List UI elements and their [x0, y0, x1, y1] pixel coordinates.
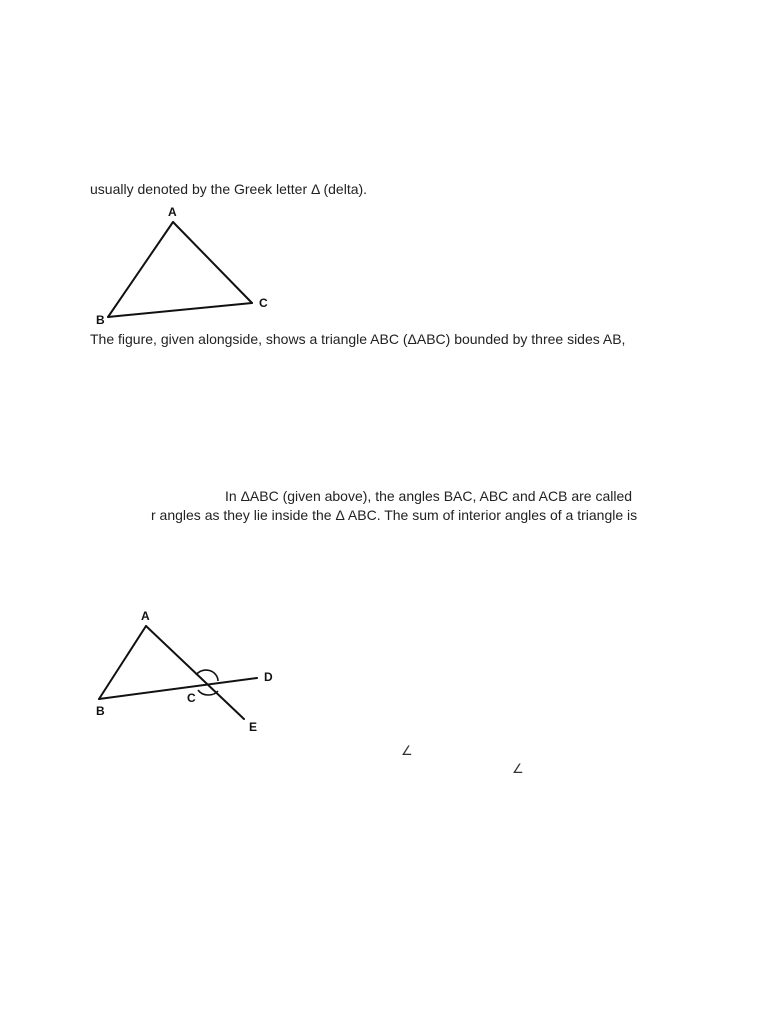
side-bc: [108, 303, 252, 317]
text-line-interior-angles: In ΔABC (given above), the angles BAC, ABC and ACB are called: [225, 488, 633, 504]
exterior-angle-figure: [90, 605, 290, 735]
side-ab: [99, 626, 146, 699]
text-line-delta: usually denoted by the Greek letter Δ (delta).: [90, 181, 368, 197]
text-line-angle-sum: r angles as they lie inside the Δ ABC. The sum of interior angles of a triangle is: [151, 507, 638, 523]
vertex-label-c: C: [187, 691, 196, 705]
angle-symbol: ∠: [401, 743, 413, 758]
vertex-label-a: A: [168, 205, 177, 219]
triangle-abc-figure: [90, 200, 290, 330]
side-ac: [173, 222, 252, 303]
vertex-label-b: B: [96, 704, 105, 718]
vertex-label-c: C: [259, 296, 268, 310]
angle-symbol: ∠: [512, 761, 524, 776]
vertex-label-b: B: [96, 313, 105, 327]
text-line-triangle-abc: The figure, given alongside, shows a triangle ABC (ΔABC) bounded by three sides AB,: [90, 331, 626, 347]
line-bd: [99, 678, 257, 699]
side-ab: [108, 222, 173, 317]
point-label-d: D: [264, 670, 273, 684]
vertex-label-a: A: [141, 609, 150, 623]
line-ae: [146, 626, 244, 719]
point-label-e: E: [249, 720, 258, 734]
